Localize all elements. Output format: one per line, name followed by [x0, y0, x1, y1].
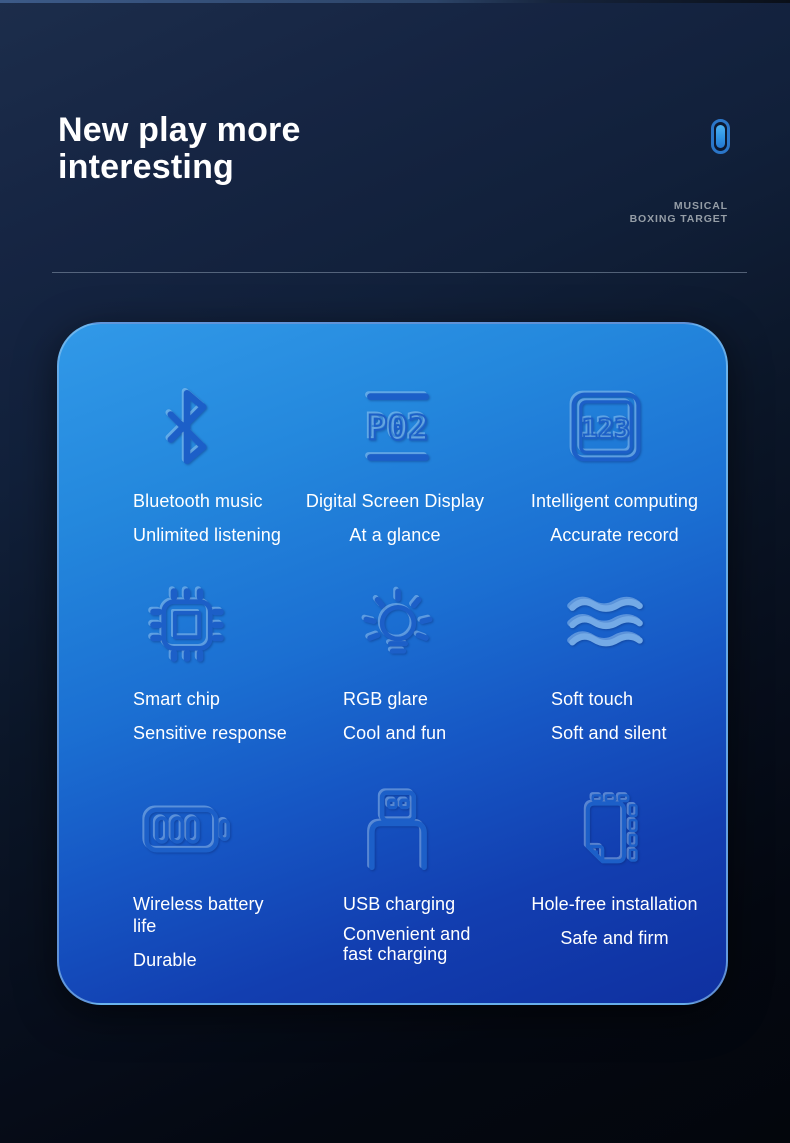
feature-cell-display [289, 324, 501, 562]
feature-subtitle: Unlimited listening [133, 525, 281, 545]
feature-subtitle: Durable [133, 950, 197, 970]
feature-title: Bluetooth music [133, 491, 263, 511]
feature-cell-usb [289, 767, 501, 1003]
feature-title: Soft touch [551, 689, 634, 709]
feature-subtitle: Accurate record [550, 525, 679, 545]
capsule-target-icon [711, 119, 730, 154]
feature-title: Wireless battery life [133, 894, 264, 936]
brand-label [630, 200, 728, 226]
feature-subtitle: Cool and fun [343, 723, 447, 743]
page-title [58, 112, 301, 186]
battery-icon [59, 767, 289, 893]
adhesive-page-icon [501, 767, 728, 893]
feature-subtitle: Convenient and fast charging [343, 924, 471, 964]
bluetooth-icon [59, 364, 289, 490]
feature-cell-computing [501, 324, 728, 562]
counter-text: 123 [581, 413, 630, 445]
soft-waves-icon [501, 562, 728, 688]
page-title-line2: interesting [58, 148, 235, 186]
feature-subtitle: Sensitive response [133, 723, 287, 743]
counter-123-icon [501, 364, 728, 490]
usb-plug-icon [289, 767, 501, 893]
feature-cell-chip [59, 562, 289, 767]
feature-title: Smart chip [133, 689, 221, 709]
page-title-line1: New play more [58, 111, 301, 149]
feature-title: Hole-free installation [531, 894, 698, 914]
bulb-rays-icon [289, 562, 501, 688]
feature-cell-installation [501, 767, 728, 1003]
chip-icon [59, 562, 289, 688]
feature-subtitle: Safe and firm [560, 928, 669, 948]
digital-display-icon [289, 364, 501, 490]
brand-line2: BOXING TARGET [629, 213, 728, 225]
capsule-target-icon-core [716, 125, 725, 148]
top-edge-strip [0, 0, 790, 3]
feature-title: Digital Screen Display [305, 491, 485, 511]
header-divider [52, 272, 747, 273]
feature-subtitle: Soft and silent [551, 723, 667, 743]
feature-cell-rgb [289, 562, 501, 767]
feature-card [57, 322, 728, 1005]
display-text: P02 [367, 408, 429, 449]
feature-grid [59, 324, 726, 1003]
feature-subtitle: At a glance [349, 525, 441, 545]
feature-cell-bluetooth [59, 324, 289, 562]
feature-title: USB charging [343, 894, 456, 914]
feature-cell-battery [59, 767, 289, 1003]
feature-cell-soft [501, 562, 728, 767]
feature-title: RGB glare [343, 689, 428, 709]
feature-title: Intelligent computing [530, 491, 699, 511]
brand-line1: MUSICAL [673, 200, 728, 212]
